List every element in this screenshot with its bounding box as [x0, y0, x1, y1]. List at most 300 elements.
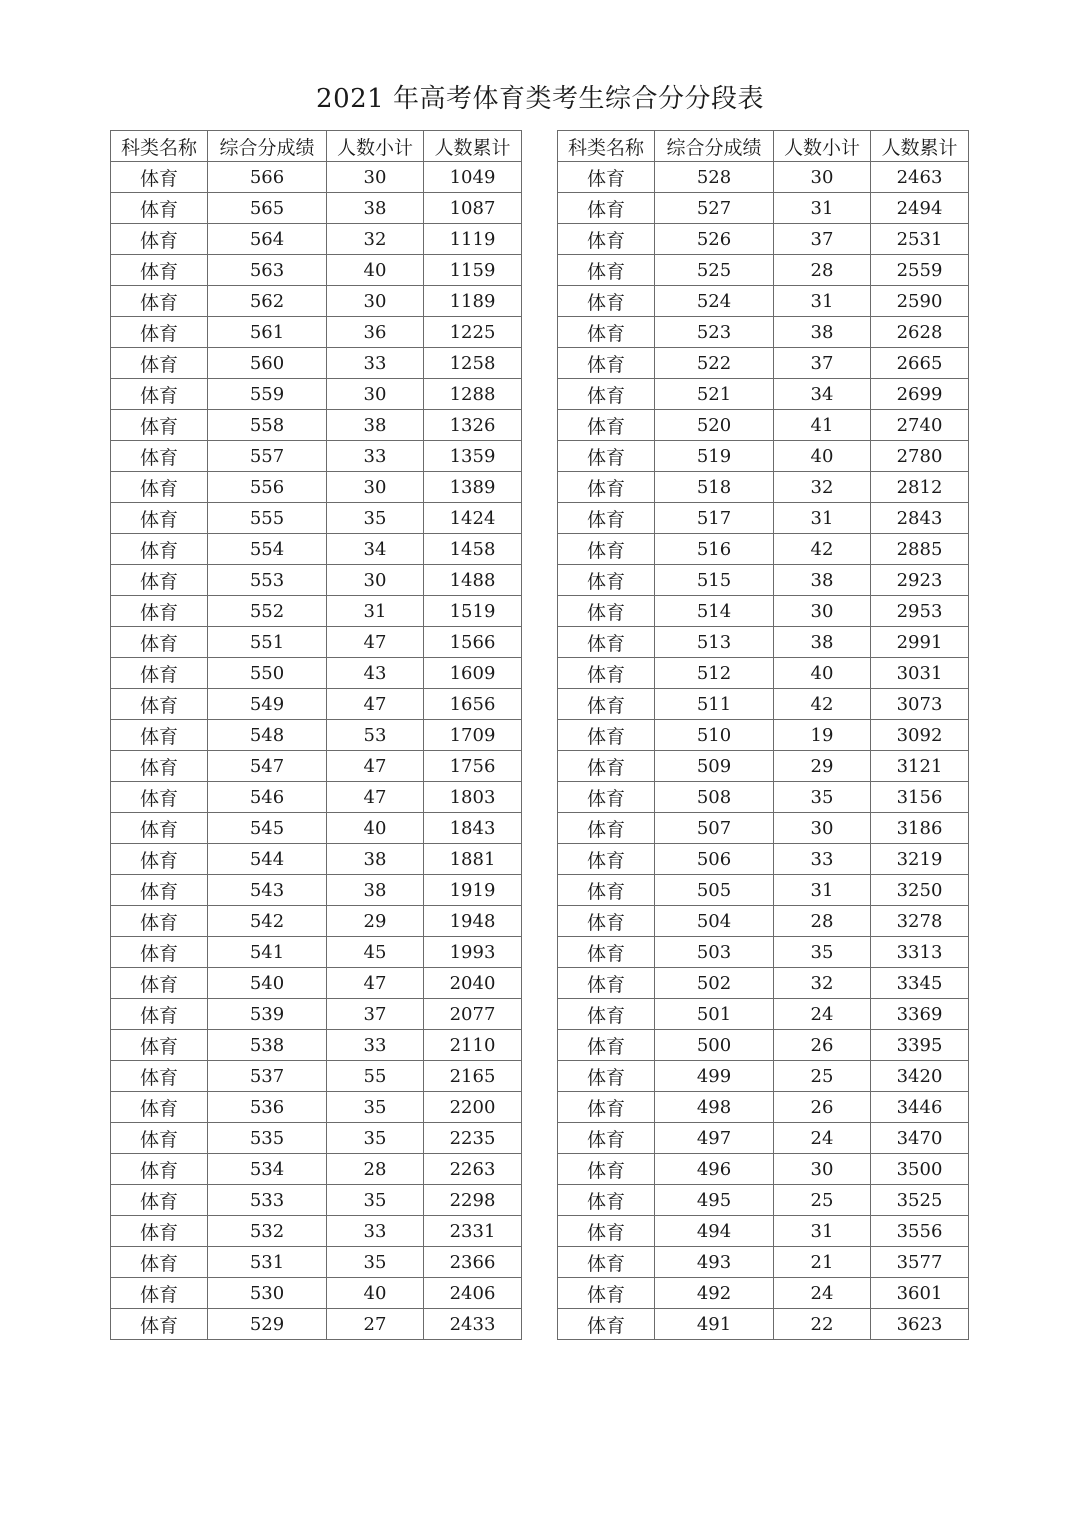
score-cell: 538: [208, 1030, 327, 1061]
cumulative-cell: 1389: [424, 472, 522, 503]
subject-cell: 体育: [111, 255, 208, 286]
count-cell: 28: [774, 906, 871, 937]
header-subject: 科类名称: [111, 131, 208, 162]
count-cell: 33: [774, 844, 871, 875]
score-cell: 552: [208, 596, 327, 627]
subject-cell: 体育: [558, 1185, 655, 1216]
score-cell: 559: [208, 379, 327, 410]
score-cell: 493: [655, 1247, 774, 1278]
cumulative-cell: 2843: [871, 503, 969, 534]
cumulative-cell: 1656: [424, 689, 522, 720]
score-cell: 506: [655, 844, 774, 875]
cumulative-cell: 3420: [871, 1061, 969, 1092]
table-row: [111, 844, 522, 875]
count-cell: 37: [774, 224, 871, 255]
count-cell: 30: [327, 565, 424, 596]
count-cell: 24: [774, 1278, 871, 1309]
cumulative-cell: 1424: [424, 503, 522, 534]
score-cell: 509: [655, 751, 774, 782]
score-cell: 514: [655, 596, 774, 627]
score-cell: 531: [208, 1247, 327, 1278]
score-cell: 491: [655, 1309, 774, 1340]
subject-cell: 体育: [111, 317, 208, 348]
cumulative-cell: 2885: [871, 534, 969, 565]
subject-cell: 体育: [558, 1154, 655, 1185]
cumulative-cell: 1049: [424, 162, 522, 193]
cumulative-cell: 2298: [424, 1185, 522, 1216]
subject-cell: 体育: [111, 1216, 208, 1247]
cumulative-cell: 1326: [424, 410, 522, 441]
score-cell: 553: [208, 565, 327, 596]
subject-cell: 体育: [558, 937, 655, 968]
count-cell: 31: [774, 1216, 871, 1247]
subject-cell: 体育: [111, 534, 208, 565]
subject-cell: 体育: [111, 906, 208, 937]
score-cell: 516: [655, 534, 774, 565]
cumulative-cell: 2590: [871, 286, 969, 317]
table-row: [558, 503, 969, 534]
score-cell: 541: [208, 937, 327, 968]
count-cell: 37: [327, 999, 424, 1030]
score-cell: 520: [655, 410, 774, 441]
table-row: [558, 193, 969, 224]
count-cell: 21: [774, 1247, 871, 1278]
count-cell: 31: [327, 596, 424, 627]
table-row: [558, 1247, 969, 1278]
score-cell: 511: [655, 689, 774, 720]
subject-cell: 体育: [558, 224, 655, 255]
table-row: [111, 658, 522, 689]
count-cell: 30: [774, 596, 871, 627]
cumulative-cell: 2494: [871, 193, 969, 224]
count-cell: 30: [774, 1154, 871, 1185]
count-cell: 30: [774, 162, 871, 193]
subject-cell: 体育: [111, 751, 208, 782]
table-row: [111, 1092, 522, 1123]
score-cell: 550: [208, 658, 327, 689]
subject-cell: 体育: [558, 1216, 655, 1247]
count-cell: 27: [327, 1309, 424, 1340]
subject-cell: 体育: [111, 689, 208, 720]
table-row: [111, 999, 522, 1030]
subject-cell: 体育: [558, 596, 655, 627]
table-row: [558, 720, 969, 751]
count-cell: 33: [327, 1030, 424, 1061]
subject-cell: 体育: [111, 1092, 208, 1123]
cumulative-cell: 1843: [424, 813, 522, 844]
table-row: [558, 1154, 969, 1185]
cumulative-cell: 2433: [424, 1309, 522, 1340]
score-cell: 534: [208, 1154, 327, 1185]
table-row: [111, 1278, 522, 1309]
table-row: [111, 472, 522, 503]
score-cell: 532: [208, 1216, 327, 1247]
count-cell: 19: [774, 720, 871, 751]
score-cell: 495: [655, 1185, 774, 1216]
count-cell: 28: [327, 1154, 424, 1185]
cumulative-cell: 1159: [424, 255, 522, 286]
score-cell: 525: [655, 255, 774, 286]
count-cell: 41: [774, 410, 871, 441]
subject-cell: 体育: [111, 813, 208, 844]
cumulative-cell: 1288: [424, 379, 522, 410]
score-cell: 505: [655, 875, 774, 906]
count-cell: 26: [774, 1092, 871, 1123]
table-row: [558, 813, 969, 844]
subject-cell: 体育: [558, 162, 655, 193]
subject-cell: 体育: [558, 255, 655, 286]
table-row: [111, 1185, 522, 1216]
score-cell: 502: [655, 968, 774, 999]
score-cell: 565: [208, 193, 327, 224]
subject-cell: 体育: [558, 968, 655, 999]
cumulative-cell: 1258: [424, 348, 522, 379]
count-cell: 53: [327, 720, 424, 751]
table-row: [111, 751, 522, 782]
score-table-right: [557, 130, 969, 1340]
header-cumulative: 人数累计: [424, 131, 522, 162]
score-cell: 510: [655, 720, 774, 751]
cumulative-cell: 1609: [424, 658, 522, 689]
cumulative-cell: 3500: [871, 1154, 969, 1185]
count-cell: 38: [327, 193, 424, 224]
subject-cell: 体育: [111, 193, 208, 224]
table-row: [111, 1309, 522, 1340]
table-row: [558, 844, 969, 875]
cumulative-cell: 1189: [424, 286, 522, 317]
cumulative-cell: 2740: [871, 410, 969, 441]
cumulative-cell: 2463: [871, 162, 969, 193]
score-cell: 492: [655, 1278, 774, 1309]
table-row: [558, 255, 969, 286]
table-row: [111, 348, 522, 379]
cumulative-cell: 3623: [871, 1309, 969, 1340]
table-row: [558, 565, 969, 596]
table-row: [558, 1309, 969, 1340]
table-row: [558, 441, 969, 472]
count-cell: 28: [774, 255, 871, 286]
subject-cell: 体育: [558, 813, 655, 844]
score-cell: 562: [208, 286, 327, 317]
score-cell: 564: [208, 224, 327, 255]
cumulative-cell: 1919: [424, 875, 522, 906]
score-cell: 496: [655, 1154, 774, 1185]
table-row: [558, 875, 969, 906]
count-cell: 40: [327, 1278, 424, 1309]
subject-cell: 体育: [111, 1154, 208, 1185]
cumulative-cell: 2665: [871, 348, 969, 379]
subject-cell: 体育: [111, 720, 208, 751]
cumulative-cell: 1803: [424, 782, 522, 813]
table-row: [558, 1092, 969, 1123]
cumulative-cell: 2628: [871, 317, 969, 348]
header-score: 综合分成绩: [655, 131, 774, 162]
table-row: [558, 751, 969, 782]
score-cell: 519: [655, 441, 774, 472]
score-cell: 537: [208, 1061, 327, 1092]
score-cell: 547: [208, 751, 327, 782]
cumulative-cell: 3073: [871, 689, 969, 720]
score-cell: 566: [208, 162, 327, 193]
cumulative-cell: 2263: [424, 1154, 522, 1185]
score-cell: 535: [208, 1123, 327, 1154]
subject-cell: 体育: [558, 844, 655, 875]
cumulative-cell: 3250: [871, 875, 969, 906]
cumulative-cell: 3313: [871, 937, 969, 968]
table-row: [111, 410, 522, 441]
cumulative-cell: 1359: [424, 441, 522, 472]
count-cell: 35: [774, 782, 871, 813]
cumulative-cell: 1119: [424, 224, 522, 255]
table-row: [558, 906, 969, 937]
cumulative-cell: 3470: [871, 1123, 969, 1154]
cumulative-cell: 2200: [424, 1092, 522, 1123]
count-cell: 37: [774, 348, 871, 379]
score-cell: 545: [208, 813, 327, 844]
table-row: [558, 379, 969, 410]
count-cell: 31: [774, 286, 871, 317]
cumulative-cell: 3525: [871, 1185, 969, 1216]
cumulative-cell: 3156: [871, 782, 969, 813]
score-cell: 515: [655, 565, 774, 596]
subject-cell: 体育: [111, 782, 208, 813]
subject-cell: 体育: [111, 410, 208, 441]
count-cell: 30: [774, 813, 871, 844]
header-cumulative: 人数累计: [871, 131, 969, 162]
subject-cell: 体育: [558, 441, 655, 472]
cumulative-cell: 2165: [424, 1061, 522, 1092]
table-row: [558, 286, 969, 317]
score-cell: 508: [655, 782, 774, 813]
subject-cell: 体育: [111, 1309, 208, 1340]
table-row: [111, 317, 522, 348]
score-cell: 555: [208, 503, 327, 534]
cumulative-cell: 3577: [871, 1247, 969, 1278]
score-cell: 521: [655, 379, 774, 410]
subject-cell: 体育: [111, 875, 208, 906]
count-cell: 35: [327, 1123, 424, 1154]
subject-cell: 体育: [111, 1247, 208, 1278]
count-cell: 42: [774, 689, 871, 720]
count-cell: 40: [327, 255, 424, 286]
count-cell: 29: [327, 906, 424, 937]
score-cell: 561: [208, 317, 327, 348]
count-cell: 32: [327, 224, 424, 255]
score-cell: 499: [655, 1061, 774, 1092]
table-row: [111, 162, 522, 193]
score-cell: 539: [208, 999, 327, 1030]
count-cell: 47: [327, 689, 424, 720]
score-cell: 546: [208, 782, 327, 813]
header-row: [111, 131, 522, 162]
header-subject: 科类名称: [558, 131, 655, 162]
score-cell: 560: [208, 348, 327, 379]
table-row: [558, 658, 969, 689]
count-cell: 32: [774, 968, 871, 999]
count-cell: 36: [327, 317, 424, 348]
cumulative-cell: 1087: [424, 193, 522, 224]
table-row: [558, 1185, 969, 1216]
count-cell: 30: [327, 286, 424, 317]
cumulative-cell: 2110: [424, 1030, 522, 1061]
subject-cell: 体育: [558, 1092, 655, 1123]
cumulative-cell: 1225: [424, 317, 522, 348]
table-row: [111, 503, 522, 534]
cumulative-cell: 3395: [871, 1030, 969, 1061]
subject-cell: 体育: [111, 162, 208, 193]
subject-cell: 体育: [558, 286, 655, 317]
cumulative-cell: 1756: [424, 751, 522, 782]
subject-cell: 体育: [558, 534, 655, 565]
count-cell: 35: [327, 1092, 424, 1123]
subject-cell: 体育: [558, 1061, 655, 1092]
subject-cell: 体育: [558, 1123, 655, 1154]
score-cell: 557: [208, 441, 327, 472]
count-cell: 26: [774, 1030, 871, 1061]
count-cell: 34: [774, 379, 871, 410]
table-row: [111, 720, 522, 751]
count-cell: 22: [774, 1309, 871, 1340]
table-row: [558, 317, 969, 348]
cumulative-cell: 1519: [424, 596, 522, 627]
score-cell: 513: [655, 627, 774, 658]
cumulative-cell: 2406: [424, 1278, 522, 1309]
subject-cell: 体育: [558, 999, 655, 1030]
cumulative-cell: 3278: [871, 906, 969, 937]
cumulative-cell: 3446: [871, 1092, 969, 1123]
subject-cell: 体育: [558, 1030, 655, 1061]
table-row: [558, 627, 969, 658]
score-cell: 551: [208, 627, 327, 658]
subject-cell: 体育: [558, 782, 655, 813]
table-row: [558, 410, 969, 441]
count-cell: 47: [327, 751, 424, 782]
score-cell: 530: [208, 1278, 327, 1309]
count-cell: 24: [774, 999, 871, 1030]
subject-cell: 体育: [111, 999, 208, 1030]
table-row: [111, 875, 522, 906]
count-cell: 47: [327, 782, 424, 813]
count-cell: 38: [774, 565, 871, 596]
table-row: [111, 813, 522, 844]
score-cell: 527: [655, 193, 774, 224]
count-cell: 38: [327, 844, 424, 875]
cumulative-cell: 2366: [424, 1247, 522, 1278]
cumulative-cell: 3369: [871, 999, 969, 1030]
table-row: [111, 224, 522, 255]
cumulative-cell: 1566: [424, 627, 522, 658]
score-cell: 540: [208, 968, 327, 999]
count-cell: 38: [327, 875, 424, 906]
score-cell: 533: [208, 1185, 327, 1216]
subject-cell: 体育: [558, 1247, 655, 1278]
cumulative-cell: 3092: [871, 720, 969, 751]
score-cell: 498: [655, 1092, 774, 1123]
table-row: [558, 224, 969, 255]
score-cell: 497: [655, 1123, 774, 1154]
count-cell: 55: [327, 1061, 424, 1092]
score-cell: 536: [208, 1092, 327, 1123]
table-row: [111, 782, 522, 813]
cumulative-cell: 3601: [871, 1278, 969, 1309]
subject-cell: 体育: [111, 503, 208, 534]
score-cell: 522: [655, 348, 774, 379]
cumulative-cell: 2559: [871, 255, 969, 286]
table-row: [558, 689, 969, 720]
cumulative-cell: 1948: [424, 906, 522, 937]
table-row: [111, 255, 522, 286]
cumulative-cell: 3556: [871, 1216, 969, 1247]
count-cell: 34: [327, 534, 424, 565]
cumulative-cell: 3219: [871, 844, 969, 875]
subject-cell: 体育: [558, 875, 655, 906]
count-cell: 38: [774, 317, 871, 348]
score-cell: 494: [655, 1216, 774, 1247]
score-cell: 554: [208, 534, 327, 565]
table-row: [558, 937, 969, 968]
count-cell: 42: [774, 534, 871, 565]
score-cell: 544: [208, 844, 327, 875]
subject-cell: 体育: [111, 1185, 208, 1216]
subject-cell: 体育: [558, 410, 655, 441]
score-cell: 503: [655, 937, 774, 968]
subject-cell: 体育: [111, 565, 208, 596]
table-row: [558, 1061, 969, 1092]
table-row: [111, 689, 522, 720]
score-cell: 529: [208, 1309, 327, 1340]
score-cell: 558: [208, 410, 327, 441]
table-row: [111, 1247, 522, 1278]
table-row: [111, 441, 522, 472]
count-cell: 32: [774, 472, 871, 503]
cumulative-cell: 1458: [424, 534, 522, 565]
cumulative-cell: 2812: [871, 472, 969, 503]
score-cell: 526: [655, 224, 774, 255]
count-cell: 31: [774, 193, 871, 224]
subject-cell: 体育: [111, 968, 208, 999]
score-cell: 500: [655, 1030, 774, 1061]
cumulative-cell: 1709: [424, 720, 522, 751]
cumulative-cell: 1993: [424, 937, 522, 968]
score-cell: 518: [655, 472, 774, 503]
subject-cell: 体育: [111, 937, 208, 968]
table-row: [111, 627, 522, 658]
subject-cell: 体育: [558, 720, 655, 751]
cumulative-cell: 3031: [871, 658, 969, 689]
subject-cell: 体育: [111, 1278, 208, 1309]
table-row: [111, 1123, 522, 1154]
table-row: [558, 472, 969, 503]
score-table-left: [110, 130, 522, 1340]
cumulative-cell: 2331: [424, 1216, 522, 1247]
score-cell: 543: [208, 875, 327, 906]
subject-cell: 体育: [111, 596, 208, 627]
subject-cell: 体育: [111, 441, 208, 472]
table-row: [111, 1030, 522, 1061]
count-cell: 40: [774, 658, 871, 689]
table-row: [111, 968, 522, 999]
cumulative-cell: 2991: [871, 627, 969, 658]
table-row: [111, 1216, 522, 1247]
subject-cell: 体育: [558, 906, 655, 937]
count-cell: 35: [327, 1185, 424, 1216]
count-cell: 38: [327, 410, 424, 441]
table-row: [558, 596, 969, 627]
count-cell: 43: [327, 658, 424, 689]
count-cell: 29: [774, 751, 871, 782]
count-cell: 47: [327, 627, 424, 658]
subject-cell: 体育: [558, 1309, 655, 1340]
